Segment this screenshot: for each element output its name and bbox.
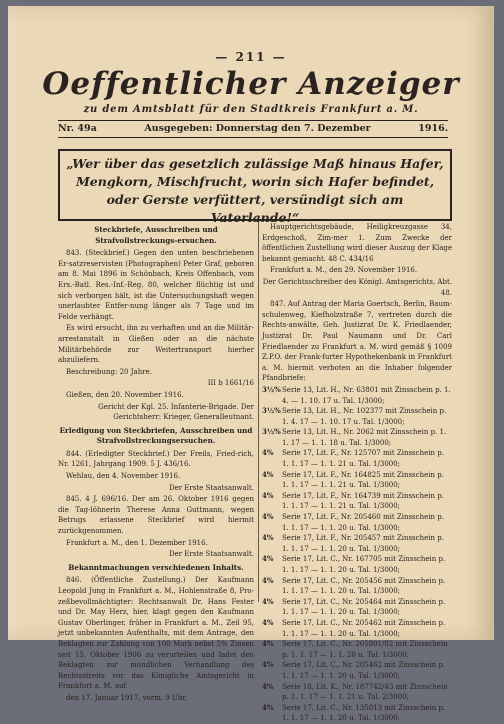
notice-paragraph: 847. Auf Antrag der Maria Goertsch, Berlin, Baum-schulenweg, Kiefholzstraße 7, vertreten durch die Rechts-anwälte, Geh. Justizrat Dr. K. Friedlaender, Justizrat Dr. Paul Naumann und Dr. Carl Friedlaender zu Frankfurt a. M. wird gemäß § 1009 Z.P.O. der Frank-furter Hypothekenbank in Frankfurt a. M. hiermit verboten an die Inhaber folgender Pfandbriefe: bbox=[262, 300, 452, 383]
pfandbrief-entry bbox=[262, 448, 452, 469]
pfandbrief-rate: 4% bbox=[262, 702, 274, 712]
pfandbrief-entry bbox=[262, 406, 452, 427]
pfandbrief-text: Serie 17, Lit. C., Nr. 205464 mit Zinsschein p. 1. 1. 17 — 1. 1. 20 u. Tal. 1/3000; bbox=[282, 597, 446, 617]
notice-paragraph: 846. (Öffentliche Zustellung.) Der Kaufmann Leopold Jung in Frankfurt a. M., Hohlenstraße 8, Pro-zeßbevollmächtigter: Rechtsanwalt Dr. Hans Fester und Dr. May Herz, hier, klagt gegen den Kaufmann Gustav Oberlinger, früher in Frankfurt a. M., Zeil 95, jetzt unbekannten Aufenthalts, mit dem Antrage, den Beklagten zur Zahlung von 100 Mark nebst 5% Zinsen seit 15. Oktober 1906 zu verurteilen und ladet den Beklagten zur mündlichen Verhandlung des Rechtsstreits vor das Königliche Amtsgericht in Frankfurt a. M. auf bbox=[58, 576, 254, 691]
section-heading: Steckbriefe, Ausschreiben und Strafvollstreckungs-ersuchen. bbox=[94, 225, 218, 245]
notice-paragraph: den 17. Januar 1917, vorm. 9 Uhr, bbox=[66, 693, 188, 702]
header-rule-top bbox=[58, 120, 448, 121]
signature-line: Der Gerichtsschreiber des Königl. Amtsgerichts, Abt. 48. bbox=[262, 277, 452, 297]
pfandbrief-rate: 3½% bbox=[262, 427, 281, 437]
issue-year: 1916. bbox=[418, 123, 448, 134]
pfandbrief-text: Serie 17, Lit. C., Nr. 205456 mit Zinsschein p. 1. 1. 17 — 1. 1. 20 u. Tal. 1/3000; bbox=[282, 576, 446, 596]
pfandbrief-text: Serie 17, Lit. F., Nr. 164739 mit Zinsschein p. 1. 1. 17 — 1. 1. 21 u. Tal. 1/3000; bbox=[282, 491, 444, 511]
issue-number: Nr. 49a bbox=[58, 123, 97, 134]
pfandbrief-entry bbox=[262, 470, 452, 491]
pfandbrief-text: Serie 17, Lit. F., Nr. 164825 mit Zinsschein p. 1. 1. 17 — 1. 1. 21 u. Tal. 1/3000; bbox=[282, 470, 444, 490]
pfandbrief-rate: 4% bbox=[262, 469, 274, 479]
notice-paragraph: Es wird ersucht, ihn zu verhaften und an die Militär-arrestanstalt in Gießen oder an die nächste Militärbehörde zur Weitertransport hierher abzuliefern. bbox=[58, 324, 254, 365]
pfandbrief-entry bbox=[262, 703, 452, 724]
pfandbrief-text: Serie 17, Lit. C., Nr. 167705 mit Zinsschein p. 1. 1. 17 — 1. 1. 20 u. Tal. 1/3000; bbox=[282, 555, 446, 574]
pfandbrief-entry bbox=[262, 533, 452, 554]
pfandbrief-rate: 4% bbox=[262, 596, 274, 606]
notice-paragraph: Gießen, den 20. November 1916. bbox=[66, 390, 184, 399]
pfandbrief-rate: 4% bbox=[262, 533, 274, 543]
pfandbrief-text: Serie 17, Lit. C., Nr. 205801/02 mit Zinsschein p. 1. 1. 17 — 1. 1. 20 u. Tal. 1/3000; bbox=[282, 640, 448, 659]
pfandbrief-rate: 4% bbox=[262, 575, 274, 585]
masthead-subtitle: zu dem Amtsblatt für den Stadtkreis Frankfurt a. M. bbox=[83, 104, 419, 115]
pfandbrief-entry bbox=[262, 597, 452, 618]
slogan-banner: „Wer über das gesetzlich zulässige Maß hinaus Hafer, Mengkorn, Mischfrucht, worin sich Hafer befindet, oder Gerste verfüttert, versündigt sich am Vaterlande!“ bbox=[58, 149, 452, 221]
page-number: — 211 — bbox=[215, 50, 287, 64]
pfandbrief-rate: 4% bbox=[262, 660, 274, 670]
pfandbrief-entry bbox=[262, 660, 452, 681]
section-heading: Bekanntmachungen verschiedenen Inhalts. bbox=[68, 562, 244, 572]
issue-line bbox=[58, 123, 448, 134]
signature-line: III b 1661/16 bbox=[207, 379, 254, 388]
pfandbrief-rate: 4% bbox=[262, 681, 274, 691]
masthead-title: Oeffentlicher Anzeiger bbox=[42, 66, 460, 102]
issue-date: Ausgegeben: Donnerstag den 7. Dezember bbox=[144, 123, 371, 134]
notice-paragraph: Wehlau, den 4. November 1916. bbox=[66, 472, 181, 481]
pfandbrief-entry bbox=[262, 618, 452, 639]
notice-paragraph: 843. (Steckbrief.) Gegen den unten beschriebenen Er-satzreservisten (Photographen) Peter Graf, geboren am 8. Mai 1896 in Schönbach, Kreis Offenbach, vom Ers.-Batl. Res.-Inf.-Reg. 80, welcher flüchtig ist und sich verborgen hält, ist die Untersuchungshaft wegen unerlaubter Entfer-nung länger als 7 Tage und im Felde verhängt. bbox=[58, 249, 254, 321]
signature-line: Der Erste Staatsanwalt. bbox=[168, 483, 254, 492]
pfandbrief-rate: 3½% bbox=[262, 384, 281, 394]
signature-line: Gericht der Kgl. 25. Infanterie-Brigade. Der Gerichtsherr: Krieger, Generalleutnant. bbox=[98, 402, 254, 422]
pfandbrief-rate: 4% bbox=[262, 617, 274, 627]
notice-paragraph: Frankfurt a. M., den 1. Dezember 1916. bbox=[66, 538, 208, 547]
right-column bbox=[262, 222, 452, 724]
pfandbrief-entry bbox=[262, 512, 452, 533]
column-separator bbox=[258, 222, 259, 602]
left-column bbox=[58, 222, 254, 705]
notice-paragraph: Beschreibung: 20 Jahre. bbox=[66, 367, 152, 376]
pfandbrief-entry bbox=[262, 576, 452, 597]
pfandbrief-text: Serie 17, Lit. C., Nr. 135013 mit Zinsschein p. 1. 1. 17 — 1. 1. 20 u. Tal. 1/3000; bbox=[282, 703, 446, 723]
pfandbrief-entry bbox=[262, 491, 452, 512]
pfandbrief-rate: 4% bbox=[262, 490, 274, 500]
pfandbrief-text: Serie 13, Lit. H., Nr. 102377 mit Zinsschein p. 1. 4. 17 — 1. 10. 17 u. Tal. 1/3000; bbox=[282, 407, 447, 426]
pfandbrief-entry bbox=[262, 682, 452, 703]
pfandbrief-rate: 4% bbox=[262, 639, 274, 649]
pfandbrief-rate: 4% bbox=[262, 512, 274, 522]
pfandbrief-text: Serie 18, Lit. K., Nr. 187742/43 mit Zinsschein p. 1. 1. 17 — 1. 1. 21 u. Tal. 2/3000; bbox=[282, 682, 448, 702]
notice-paragraph: Hauptgerichtsgebäude, Heiligkreuzgasse 34, Erdgeschoß, Zim-mer 1. Zum Zwecke der öffentlichen Zustellung wird dieser Auszug der Klage bekannt gemacht. 48 C. 434/16 bbox=[262, 223, 452, 263]
pfandbrief-entry bbox=[262, 427, 452, 448]
pfandbrief-entry bbox=[262, 639, 452, 660]
pfandbrief-text: Serie 17, Lit. C., Nr. 205462 mit Zinsschein p. 1. 1. 17 — 1. 1. 20 u. Tal. 1/3000; bbox=[282, 618, 446, 638]
notice-paragraph: 845. 4 J. 696/16. Der am 26. Oktober 1916 gegen die Tag-löhnerin Therese Anna Guttmann, wegen Betrugs erlassene Steckbrief wird hiermit zurückgenommen. bbox=[58, 495, 254, 536]
pfandbrief-text: Serie 17, Lit. F., Nr. 125707 mit Zinsschein p. 1. 1. 17 — 1. 1. 21 u. Tal. 1/3000; bbox=[282, 449, 444, 469]
pfandbrief-entry bbox=[262, 385, 452, 406]
pfandbrief-text: Serie 13, Lit. H., Nr. 2062 mit Zinsschein p. 1. 1. 17 — 1. 1. 18 u. Tal. 1/3000; bbox=[282, 428, 447, 447]
pfandbrief-text: Serie 17, Lit. C., Nr. 205462 mit Zinsschein p. 1. 1. 17 — 1. 1. 20 u. Tal. 1/3000; bbox=[282, 661, 446, 680]
pfandbrief-text: Serie 13, Lit. H., Nr. 63801 mit Zinsschein p. 1. 4. — 1. 10. 17 u. Tal. 1/3000; bbox=[282, 385, 451, 405]
notice-paragraph: Frankfurt a. M., den 29. November 1916. bbox=[270, 266, 418, 275]
notice-paragraph: 844. (Erledigter Steckbrief.) Der Freils, Fried-rich, Nr. 1261, Jahrgang 1909. 5 J. 436/16. bbox=[58, 449, 254, 469]
header-rule-bottom bbox=[58, 137, 448, 138]
pfandbrief-text: Serie 17, Lit. F., Nr. 205457 mit Zinsschein p. 1. 1. 17 — 1. 1. 20 u. Tal. 1/3000; bbox=[282, 534, 444, 553]
pfandbrief-rate: 4% bbox=[262, 554, 274, 564]
signature-line: Der Erste Staatsanwalt. bbox=[168, 550, 254, 559]
pfandbrief-rate: 4% bbox=[262, 448, 274, 458]
section-heading: Erledigung von Steckbriefen, Ausschreiben und Strafvollstreckungsersuchen. bbox=[59, 425, 253, 446]
pfandbrief-entry bbox=[262, 554, 452, 575]
pfandbrief-rate: 3½% bbox=[262, 406, 281, 416]
pfandbrief-text: Serie 17, Lit. F., Nr. 205460 mit Zinsschein p. 1. 1. 17 — 1. 1. 20 u. Tal. 1/3000; bbox=[282, 513, 444, 532]
newspaper-page bbox=[8, 6, 494, 723]
